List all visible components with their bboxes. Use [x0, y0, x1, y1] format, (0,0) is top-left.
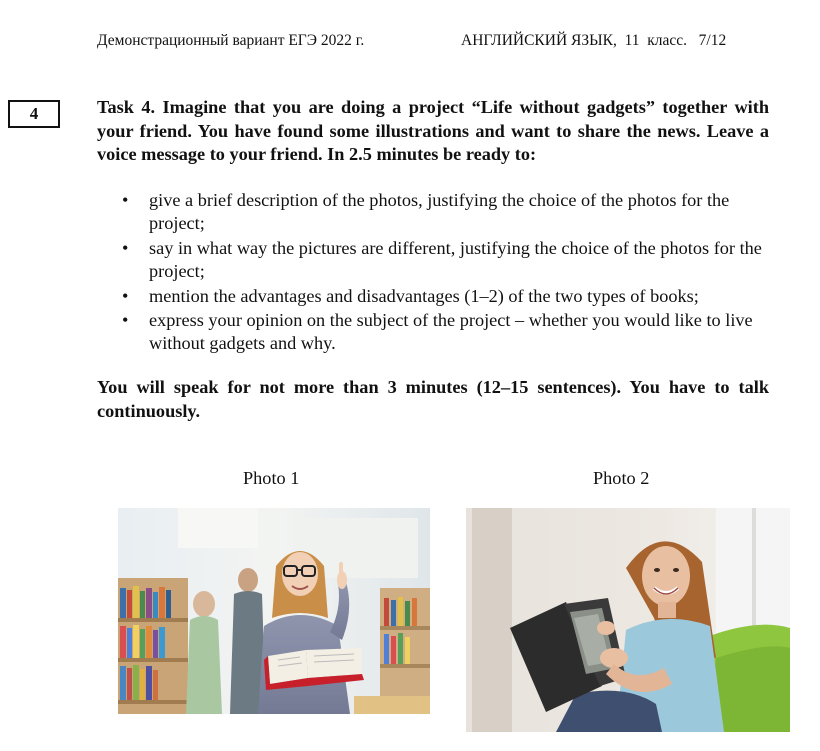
bullet-item — [97, 309, 769, 356]
bullet-item — [97, 285, 769, 308]
bullet-dot-icon: • — [122, 190, 129, 210]
task-intro: Task 4. Imagine that you are doing a project “Life without gadgets” together with your friend. You have found some illustrations and want to share the news. Leave a voice message to your friend. In 2.5 minutes be ready to: — [97, 97, 769, 164]
bullet-dot-icon: • — [122, 237, 129, 258]
bullet-text: give a brief description of the photos, justifying the choice of the photos for the project; — [149, 190, 730, 234]
photo-1-library-image — [118, 508, 430, 714]
header-right: АНГЛИЙСКИЙ ЯЗЫК, 11 класс. 7/12 — [461, 32, 727, 49]
photo-2-ereader-image — [466, 508, 790, 732]
bullet-item — [97, 189, 769, 236]
bullet-dot-icon: • — [122, 285, 129, 306]
photo-1-caption: Photo 1 — [243, 468, 300, 488]
task-closing: You will speak for not more than 3 minutes (12–15 sentences). You have to talk continuously. — [97, 377, 769, 421]
task-number: 4 — [29, 104, 39, 123]
bullet-text: mention the advantages and disadvantages (1–2) of the two types of books; — [149, 285, 699, 306]
header-left: Демонстрационный вариант ЕГЭ 2022 г. — [97, 32, 365, 49]
bullet-text: express your opinion on the subject of the project – whether you would like to live without gadgets and why. — [149, 310, 753, 354]
task-number-box — [8, 100, 60, 128]
bullet-text: say in what way the pictures are different, justifying the choice of the photos for the project; — [149, 237, 762, 282]
photo-2-caption: Photo 2 — [593, 468, 650, 488]
bullet-dot-icon: • — [122, 310, 129, 331]
task-bullet-list — [97, 189, 769, 357]
bullet-item — [97, 237, 769, 284]
